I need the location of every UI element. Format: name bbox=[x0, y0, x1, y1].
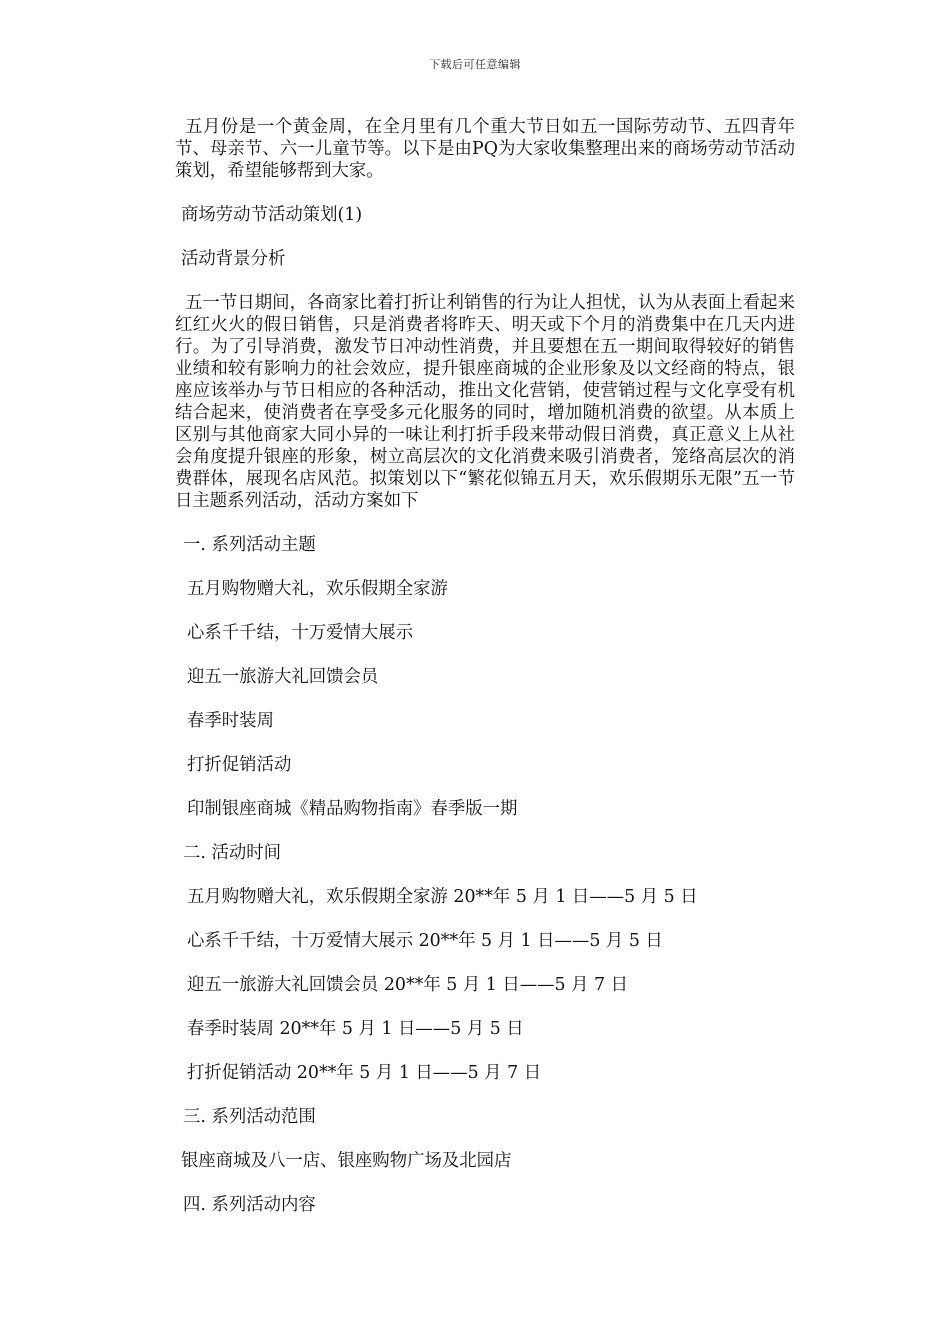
list-item: 心系千千结，十万爱情大展示 20**年 5 月 1 日——5 月 5 日 bbox=[187, 931, 663, 951]
document-title: 商场劳动节活动策划(1) bbox=[181, 205, 363, 225]
list-item: 心系千千结，十万爱情大展示 bbox=[187, 623, 414, 643]
background-paragraph: 五一节日期间，各商家比着打折让利销售的行为让人担忧，认为从表面上看起来红红火火的假日销售，只是消费者将昨天、明天或下个月的消费集中在几天内进行。为了引导消费，激发节日冲动性消费，并且要想在五一期间取得较好的销售业绩和较有影响力的社会效应，提升银座商城的企业形象及以文经商的特点，银座应该举办与节日相应的各种活动，推出文化营销，使营销过程与文化享受有机结合起来，使消费者在享受多元化服务的同时，增加随机消费的欲望。从本质上区别与其他商家大同小异的一味让利打折手段来带动假日消费，真正意义上从社会角度提升银座的形象，树立高层次的文化消费来吸引消费者，笼络高层次的消费群体，展现名店风范。拟策划以下“繁花似锦五月天，欢乐假期乐无限”五一节日主题系列活动，活动方案如下 bbox=[175, 293, 795, 511]
list-item: 印制银座商城《精品购物指南》春季版一期 bbox=[187, 799, 518, 819]
list-item: 打折促销活动 bbox=[187, 755, 292, 775]
list-item: 五月购物赠大礼，欢乐假期全家游 20**年 5 月 1 日——5 月 5 日 bbox=[187, 887, 698, 907]
section-1-title: 一. 系列活动主题 bbox=[183, 535, 316, 555]
list-item: 迎五一旅游大礼回馈会员 20**年 5 月 1 日——5 月 7 日 bbox=[187, 975, 629, 995]
document-body bbox=[175, 116, 795, 1216]
section-4-title: 四. 系列活动内容 bbox=[183, 1195, 316, 1215]
list-item: 春季时装周 bbox=[187, 711, 274, 731]
section-3-text: 银座商城及八一店、银座购物广场及北园店 bbox=[181, 1151, 512, 1171]
section-3-title: 三. 系列活动范围 bbox=[183, 1107, 316, 1127]
page-header: 下载后可任意编辑 bbox=[429, 58, 521, 71]
list-item: 五月购物赠大礼，欢乐假期全家游 bbox=[187, 579, 448, 599]
list-item: 打折促销活动 20**年 5 月 1 日——5 月 7 日 bbox=[187, 1063, 542, 1083]
list-item: 迎五一旅游大礼回馈会员 bbox=[187, 667, 379, 687]
section-background-title: 活动背景分析 bbox=[181, 249, 286, 269]
list-item: 春季时装周 20**年 5 月 1 日——5 月 5 日 bbox=[187, 1019, 524, 1039]
intro-paragraph: 五月份是一个黄金周，在全月里有几个重大节日如五一国际劳动节、五四青年节、母亲节、六一儿童节等。以下是由PQ为大家收集整理出来的商场劳动节活动策划，希望能够帮到大家。 bbox=[175, 117, 795, 181]
section-2-title: 二. 活动时间 bbox=[183, 843, 282, 863]
